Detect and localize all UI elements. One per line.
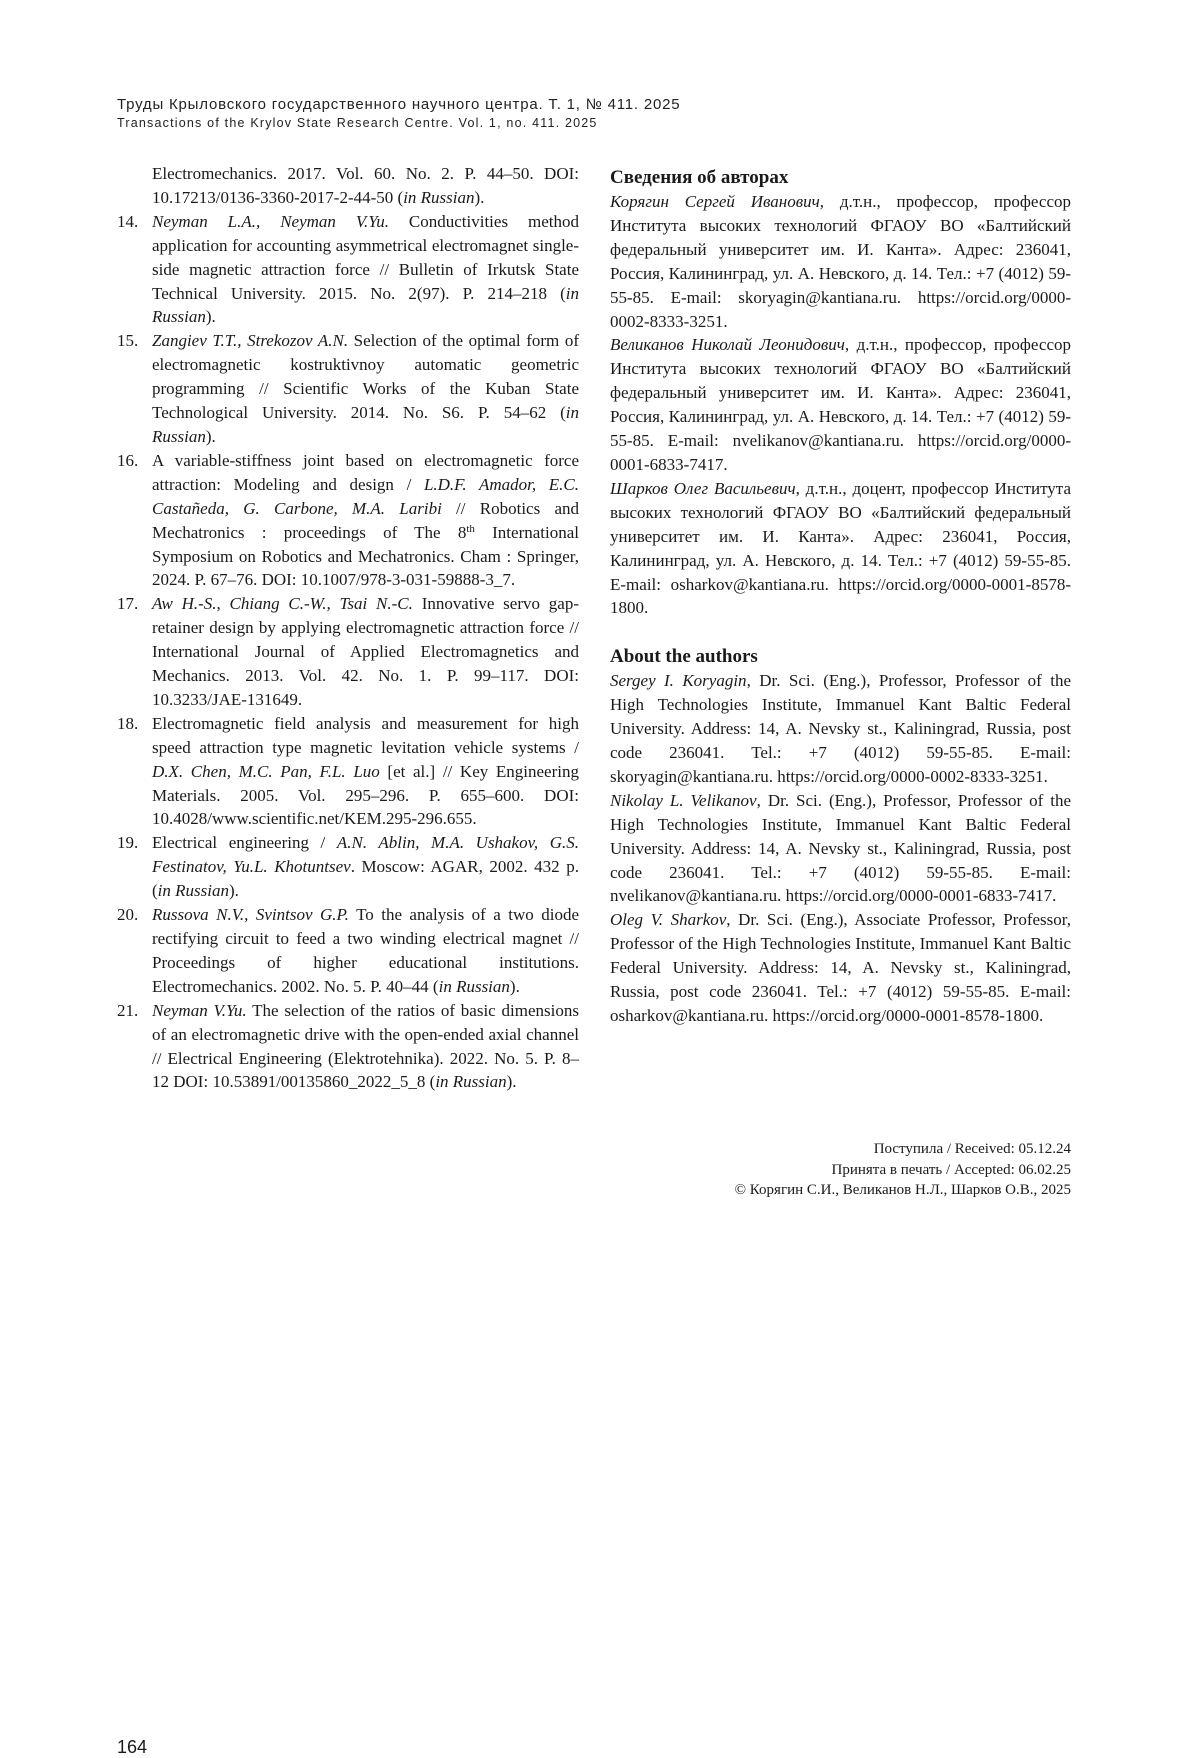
reference-number: 19. <box>117 833 139 853</box>
reference-number: 21. <box>117 1000 139 1020</box>
author-name: Sergey I. Koryagin <box>610 671 747 691</box>
reference-number: 20. <box>117 905 139 925</box>
author-name: Oleg V. Sharkov <box>610 910 727 930</box>
reference-13-continued: Electromechanics. 2017. Vol. 60. No. 2. P. 44–50. DOI: 10.17213/0136-3360-2017-2-44-50 (in Russian). <box>152 164 579 207</box>
accepted-date: Принята в печать / Accepted: 06.02.25 <box>831 1161 1071 1178</box>
author-en-2: Nikolay L. Velikanov, Dr. Sci. (Eng.), Professor, Professor of the High Technologies Institute, Immanuel Kant Baltic Federal University. Address: 14, A. Nevsky st., Kaliningrad, Russia, post code 236041. Tel.: +7 (4012) 59-55-85. E-mail: nvelikanov@kantiana.ru. https://orcid.org/0000-0001-6833-7417. <box>610 790 1071 906</box>
journal-title-ru: Труды Крыловского государственного научного центра. Т. 1, № 411. 2025 <box>117 96 681 113</box>
reference-authors: D.X. Chen, M.C. Pan, F.L. Luo <box>152 761 380 781</box>
authors-en-heading: About the authors <box>610 646 758 668</box>
reference-16: 16. A variable-stiffness joint based on electromagnetic force attraction: Modeling and design / L.D.F. Amador, E.C. Castañeda, G. Carbone, M.A. Laribi // Robotics and Mechatronics : proceedings of The 8th International Symposium on Robotics and Mechatronics. Cham : Springer, 2024. P. 67–76. DOI: 10.1007/978-3-031-59888-3_7. <box>117 450 579 590</box>
reference-authors: A.N. Ablin, M.A. Ushakov, G.S. Festinatov, Yu.L. Khotuntsev <box>152 833 579 877</box>
author-ru-3: Шарков Олег Васильевич, д.т.н., доцент, профессор Института высоких технологий ФГАОУ ВО «Балтийский федеральный университет им. И. Канта». Адрес: 236041, Россия, Калининград, ул. А. Невского, д. 14. Тел.: +7 (4012) 59-55-85. E-mail: osharkov@kantiana.ru. https://orcid.org/0000-0001-8578-1800. <box>610 478 1071 618</box>
copyright-line: © Корягин С.И., Великанов Н.Л., Шарков О.В., 2025 <box>734 1182 1071 1198</box>
author-name: Великанов Николай Леонидович <box>610 335 845 355</box>
reference-authors: Aw H.-S., Chiang C.-W., Tsai N.-C. <box>152 594 413 614</box>
reference-19: 19. Electrical engineering / A.N. Ablin, M.A. Ushakov, G.S. Festinatov, Yu.L. Khotuntsev. Moscow: AGAR, 2002. 432 p. (in Russian). <box>117 833 579 901</box>
reference-14: 14. Neyman L.A., Neyman V.Yu. Conductivities method application for accounting asymmetrical electromagnet single-side magnetic attraction force // Bulletin of Irkutsk State Technical University. 2015. No. 2(97). P. 214–218 (in Russian). <box>117 211 580 327</box>
received-date: Поступила / Received: 05.12.24 <box>873 1141 1071 1157</box>
reference-authors: L.D.F. Amador, E.C. Castañeda, G. Carbone, M.A. Laribi <box>152 474 579 518</box>
reference-17: 17. Aw H.-S., Chiang C.-W., Tsai N.-C. Innovative servo gap-retainer design by applying electromagnetic attraction force // International Journal of Applied Electromagnetics and Mechanics. 2013. Vol. 42. No. 1. P. 99–117. DOI: 10.3233/JAE-131649. <box>117 594 579 709</box>
reference-number: 16. <box>117 450 139 470</box>
reference-18: 18. Electromagnetic field analysis and measurement for high speed attraction type magnetic levitation vehicle systems / D.X. Chen, M.C. Pan, F.L. Luo [et al.] // Key Engineering Materials. 2005. Vol. 295–296. P. 655–600. DOI: 10.4028/www.scientific.net/KEM.295-296.655. <box>117 713 579 829</box>
journal-header <box>117 95 680 132</box>
reference-authors: Neyman V.Yu. <box>152 1000 247 1020</box>
author-name: Корягин Сергей Иванович <box>610 192 820 211</box>
reference-authors: Zangiev T.T., Strekozov A.N. <box>152 331 349 351</box>
author-en-1: Sergey I. Koryagin, Dr. Sci. (Eng.), Professor, Professor of the High Technologies Institute, Immanuel Kant Baltic Federal University. Address: 14, A. Nevsky st., Kaliningrad, Russia, post code 236041. Tel.: +7 (4012) 59-55-85. E-mail: skoryagin@kantiana.ru. https://orcid.org/0000-0002-8333-3251. <box>610 671 1071 786</box>
section-spacer <box>610 620 1071 644</box>
reference-number: 15. <box>117 331 139 351</box>
reference-15: 15. Zangiev T.T., Strekozov A.N. Selection of the optimal form of electromagnetic kostruktivnoy automatic geometric programming // Scientific Works of the Kuban State Technological University. 2014. No. S6. P. 54–62 (in Russian). <box>117 331 579 446</box>
author-name: Nikolay L. Velikanov <box>610 790 757 810</box>
authors-column <box>610 165 1071 1028</box>
author-ru-1: Корягин Сергей Иванович, д.т.н., профессор, профессор Института высоких технологий ФГАОУ ВО «Балтийский федеральный университет им. И. Канта». Адрес: 236041, Россия, Калининград, ул. А. Невского, д. 14. Тел.: +7 (4012) 59-55-85. E-mail: skoryagin@kantiana.ru. https://orcid.org/0000-0002-8333-3251. <box>610 192 1071 331</box>
reference-authors: Russova N.V., Svintsov G.P. <box>152 905 349 925</box>
author-en-3: Oleg V. Sharkov, Dr. Sci. (Eng.), Associate Professor, Professor, Professor of the High Technologies Institute, Immanuel Kant Baltic Federal University. Address: 14, A. Nevsky st., Kaliningrad, Russia, post code 236041. Tel.: +7 (4012) 59-55-85. E-mail: osharkov@kantiana.ru. https://orcid.org/0000-0001-8578-1800. <box>610 910 1071 1025</box>
reference-number: 14. <box>117 211 139 231</box>
journal-title-en: Transactions of the Krylov State Research Centre. Vol. 1, no. 411. 2025 <box>117 116 598 130</box>
reference-authors: Neyman L.A., Neyman V.Yu. <box>152 211 389 231</box>
reference-number: 18. <box>117 713 139 733</box>
submission-dates <box>735 1139 1071 1201</box>
authors-ru-heading: Сведения об авторах <box>610 167 789 188</box>
author-name: Шарков Олег Васильевич <box>610 478 796 498</box>
references-column <box>117 162 579 1094</box>
reference-20: 20. Russova N.V., Svintsov G.P. To the analysis of a two diode rectifying circuit to feed a two winding electrical magnet // Proceedings of higher educational institutions. Electromechanics. 2002. No. 5. P. 40–44 (in Russian). <box>117 905 579 996</box>
page-number: 164 <box>117 1737 148 1757</box>
reference-number: 17. <box>117 594 139 614</box>
reference-21: 21. Neyman V.Yu. The selection of the ratios of basic dimensions of an electromagnetic drive with the open-ended axial channel // Electrical Engineering (Elektrotehnika). 2022. No. 5. P. 8–12 DOI: 10.53891/00135860_2022_5_8 (in Russian). <box>117 1000 580 1092</box>
author-ru-2: Великанов Николай Леонидович, д.т.н., профессор, профессор Института высоких технологий ФГАОУ ВО «Балтийский федеральный университет им. И. Канта». Адрес: 236041, Россия, Калининград, ул. А. Невского, д. 14. Тел.: +7 (4012) 59-55-85. E-mail: nvelikanov@kantiana.ru. https://orcid.org/0000-0001-6833-7417. <box>610 335 1071 474</box>
